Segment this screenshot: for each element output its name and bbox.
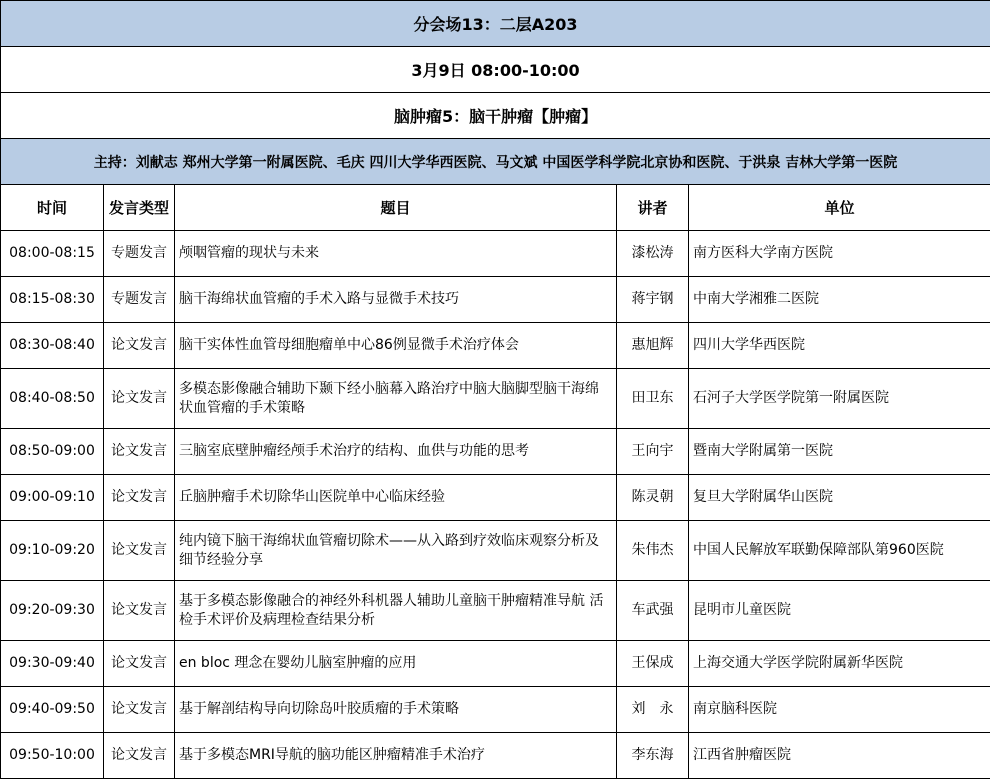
- cell-time: 08:50-09:00: [1, 429, 104, 475]
- cell-type: 论文发言: [104, 475, 175, 521]
- cell-time: 09:40-09:50: [1, 687, 104, 733]
- cell-unit: 昆明市儿童医院: [689, 581, 990, 641]
- cell-type: 论文发言: [104, 641, 175, 687]
- cell-unit: 江西省肿瘤医院: [689, 733, 990, 779]
- col-header-time: 时间: [1, 185, 104, 231]
- cell-speaker: 田卫东: [617, 369, 689, 429]
- session-datetime: 3月9日 08:00-10:00: [1, 47, 990, 93]
- cell-unit: 石河子大学医学院第一附属医院: [689, 369, 990, 429]
- cell-title: 基于多模态MRI导航的脑功能区肿瘤精准手术治疗: [175, 733, 617, 779]
- cell-type: 专题发言: [104, 231, 175, 277]
- table-row: [1, 277, 990, 323]
- cell-time: 09:10-09:20: [1, 521, 104, 581]
- cell-type: 论文发言: [104, 521, 175, 581]
- cell-unit: 四川大学华西医院: [689, 323, 990, 369]
- cell-speaker: 漆松涛: [617, 231, 689, 277]
- cell-title: 纯内镜下脑干海绵状血管瘤切除术——从入路到疗效临床观察分析及细节经验分享: [175, 521, 617, 581]
- cell-type: 论文发言: [104, 581, 175, 641]
- col-header-unit: 单位: [689, 185, 990, 231]
- cell-speaker: 李东海: [617, 733, 689, 779]
- table-row: [1, 231, 990, 277]
- cell-unit: 上海交通大学医学院附属新华医院: [689, 641, 990, 687]
- cell-type: 论文发言: [104, 733, 175, 779]
- table-row: [1, 687, 990, 733]
- cell-time: 09:30-09:40: [1, 641, 104, 687]
- table-header: [1, 185, 990, 231]
- cell-speaker: 蒋宇钢: [617, 277, 689, 323]
- cell-type: 专题发言: [104, 277, 175, 323]
- col-header-title: 题目: [175, 185, 617, 231]
- cell-title: 脑干海绵状血管瘤的手术入路与显微手术技巧: [175, 277, 617, 323]
- cell-time: 08:30-08:40: [1, 323, 104, 369]
- cell-title: 三脑室底壁肿瘤经颅手术治疗的结构、血供与功能的思考: [175, 429, 617, 475]
- col-header-speaker: 讲者: [617, 185, 689, 231]
- chairs-line: 主持：刘献志 郑州大学第一附属医院、毛庆 四川大学华西医院、马文斌 中国医学科学院北京协和医院、于洪泉 吉林大学第一医院: [1, 139, 990, 185]
- cell-unit: 南方医科大学南方医院: [689, 231, 990, 277]
- table-row: [1, 733, 990, 779]
- cell-title: en bloc 理念在婴幼儿脑室肿瘤的应用: [175, 641, 617, 687]
- cell-title: 脑干实体性血管母细胞瘤单中心86例显微手术治疗体会: [175, 323, 617, 369]
- venue-title: 分会场13：二层A203: [1, 1, 990, 47]
- cell-speaker: 王向宇: [617, 429, 689, 475]
- cell-speaker: 陈灵朝: [617, 475, 689, 521]
- cell-speaker: 车武强: [617, 581, 689, 641]
- cell-speaker: 惠旭辉: [617, 323, 689, 369]
- cell-speaker: 朱伟杰: [617, 521, 689, 581]
- cell-type: 论文发言: [104, 687, 175, 733]
- cell-type: 论文发言: [104, 369, 175, 429]
- table-row: [1, 581, 990, 641]
- cell-time: 08:15-08:30: [1, 277, 104, 323]
- cell-title: 多模态影像融合辅助下颞下经小脑幕入路治疗中脑大脑脚型脑干海绵状血管瘤的手术策略: [175, 369, 617, 429]
- cell-title: 丘脑肿瘤手术切除华山医院单中心临床经验: [175, 475, 617, 521]
- cell-time: 09:00-09:10: [1, 475, 104, 521]
- cell-type: 论文发言: [104, 429, 175, 475]
- session-title: 脑肿瘤5：脑干肿瘤【肿瘤】: [1, 93, 990, 139]
- cell-title: 颅咽管瘤的现状与未来: [175, 231, 617, 277]
- table-row: [1, 429, 990, 475]
- table-row: [1, 521, 990, 581]
- cell-title: 基于解剖结构导向切除岛叶胶质瘤的手术策略: [175, 687, 617, 733]
- cell-unit: 南京脑科医院: [689, 687, 990, 733]
- col-header-type: 发言类型: [104, 185, 175, 231]
- cell-unit: 暨南大学附属第一医院: [689, 429, 990, 475]
- table-row: [1, 475, 990, 521]
- table-row: [1, 641, 990, 687]
- cell-speaker: 王保成: [617, 641, 689, 687]
- cell-time: 08:00-08:15: [1, 231, 104, 277]
- cell-type: 论文发言: [104, 323, 175, 369]
- table-row: [1, 323, 990, 369]
- cell-unit: 复旦大学附属华山医院: [689, 475, 990, 521]
- cell-unit: 中南大学湘雅二医院: [689, 277, 990, 323]
- cell-time: 09:50-10:00: [1, 733, 104, 779]
- table-row: [1, 369, 990, 429]
- cell-time: 09:20-09:30: [1, 581, 104, 641]
- cell-title: 基于多模态影像融合的神经外科机器人辅助儿童脑干肿瘤精准导航 活检手术评价及病理检查结果分析: [175, 581, 617, 641]
- cell-unit: 中国人民解放军联勤保障部队第960医院: [689, 521, 990, 581]
- cell-speaker: 刘 永: [617, 687, 689, 733]
- cell-time: 08:40-08:50: [1, 369, 104, 429]
